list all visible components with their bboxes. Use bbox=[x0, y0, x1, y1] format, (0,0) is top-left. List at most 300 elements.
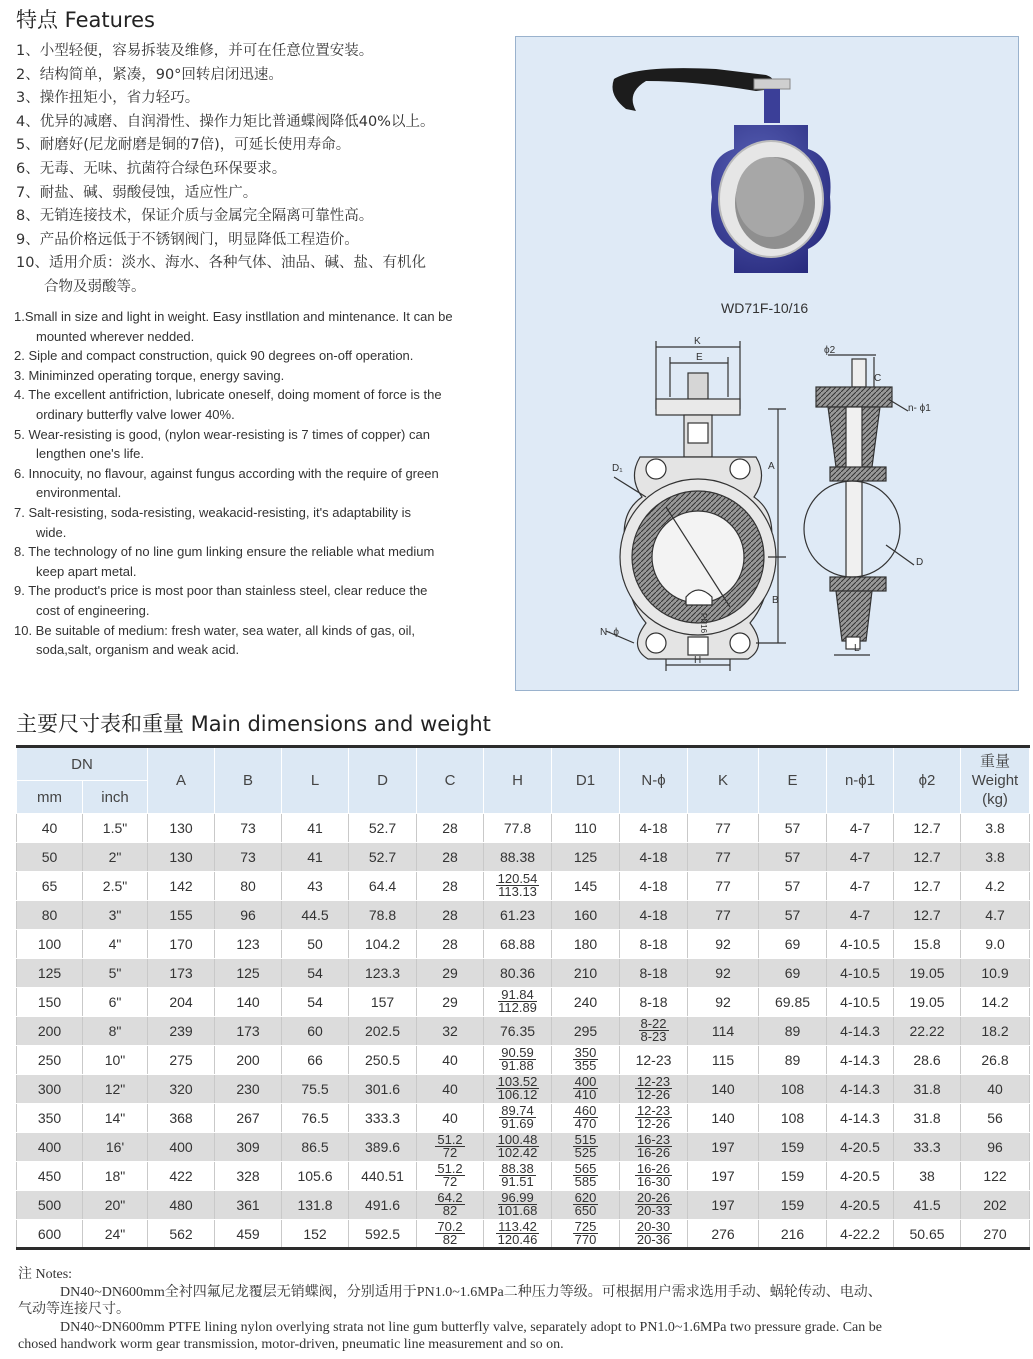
header-d1: D1 bbox=[552, 747, 620, 814]
cell-c: 29 bbox=[417, 988, 484, 1017]
cell-n: 4-18 bbox=[620, 872, 688, 901]
cell-d: 52.7 bbox=[349, 843, 417, 872]
svg-text:H: H bbox=[694, 655, 702, 666]
cell-inch: 5" bbox=[83, 959, 148, 988]
cell-inch: 20" bbox=[83, 1191, 148, 1220]
cell-n1: 4-7 bbox=[827, 901, 894, 930]
svg-text:B: B bbox=[772, 595, 779, 606]
feature-cn-item: 4、优异的减磨、自润滑性、操作力矩比普通蝶阀降低40%以上。 bbox=[16, 113, 435, 130]
cell-d1: $\frac{350}{355}$ bbox=[552, 1046, 620, 1075]
cell-h: 80.36 bbox=[484, 959, 552, 988]
cell-n: $\frac{20-30}{20-36}$ bbox=[620, 1220, 688, 1249]
cell-a: 368 bbox=[148, 1104, 215, 1133]
feature-en-line-cont: mounted wherever nedded. bbox=[36, 328, 195, 344]
cell-p2: 12.7 bbox=[894, 814, 961, 843]
svg-text:PN16: PN16 bbox=[699, 613, 708, 634]
feature-en-line-cont: lengthen one's life. bbox=[36, 446, 145, 462]
feature-en-line: 7. Salt-resisting, soda-resisting, weakacid-resisting, it's adaptability is bbox=[14, 504, 411, 520]
cell-e: 69.85 bbox=[759, 988, 827, 1017]
cell-mm: 400 bbox=[17, 1133, 83, 1162]
cell-c: $\frac{64.2}{82}$ bbox=[417, 1191, 484, 1220]
cell-w: 3.8 bbox=[961, 843, 1030, 872]
cell-d: 301.6 bbox=[349, 1075, 417, 1104]
cell-w: 4.7 bbox=[961, 901, 1030, 930]
feature-cn-item: 10、适用介质：淡水、海水、各种气体、油品、碱、盐、有机化 bbox=[16, 255, 426, 272]
table-row bbox=[17, 1162, 1030, 1191]
feature-en-line: 1.Small in size and light in weight. Easy instllation and mintenance. It can be bbox=[14, 309, 453, 324]
cell-l: 105.6 bbox=[282, 1162, 349, 1191]
feature-en-item bbox=[14, 425, 502, 464]
cell-k: 77 bbox=[688, 843, 759, 872]
feature-cn-item: 7、耐盐、碱、弱酸侵蚀，适应性广。 bbox=[16, 184, 258, 201]
cell-w: 96 bbox=[961, 1133, 1030, 1162]
cell-b: 230 bbox=[215, 1075, 282, 1104]
cell-h: 88.38 bbox=[484, 843, 552, 872]
header-n-phi: N-ϕ bbox=[620, 747, 688, 814]
cell-mm: 150 bbox=[17, 988, 83, 1017]
cell-p2: 12.7 bbox=[894, 872, 961, 901]
cell-k: 92 bbox=[688, 930, 759, 959]
cell-e: 108 bbox=[759, 1075, 827, 1104]
table-row bbox=[17, 814, 1030, 843]
cell-h: $\frac{90.59}{91.88}$ bbox=[484, 1046, 552, 1075]
cell-inch: 10" bbox=[83, 1046, 148, 1075]
header-mm: mm bbox=[17, 781, 83, 814]
svg-text:L: L bbox=[854, 643, 860, 654]
cell-d: 157 bbox=[349, 988, 417, 1017]
cell-l: 54 bbox=[282, 959, 349, 988]
cell-mm: 500 bbox=[17, 1191, 83, 1220]
cell-n1: 4-14.3 bbox=[827, 1046, 894, 1075]
cell-b: 73 bbox=[215, 843, 282, 872]
cell-b: 328 bbox=[215, 1162, 282, 1191]
cell-n: 4-18 bbox=[620, 901, 688, 930]
notes-en: DN40~DN600mm PTFE lining nylon overlying strata not line gum butterfly valve, separately adopt to PN1.0~1.6MPa two pressure grade. Can be bbox=[60, 1319, 882, 1335]
cell-inch: 18" bbox=[83, 1162, 148, 1191]
cell-n: 8-18 bbox=[620, 988, 688, 1017]
header-d: D bbox=[349, 747, 417, 814]
cell-mm: 80 bbox=[17, 901, 83, 930]
cell-w: 18.2 bbox=[961, 1017, 1030, 1046]
cell-l: 41 bbox=[282, 814, 349, 843]
cell-inch: 6" bbox=[83, 988, 148, 1017]
cell-w: 9.0 bbox=[961, 930, 1030, 959]
side-view-drawing bbox=[804, 355, 914, 655]
cell-l: 76.5 bbox=[282, 1104, 349, 1133]
cell-a: 422 bbox=[148, 1162, 215, 1191]
cell-d1: 110 bbox=[552, 814, 620, 843]
cell-d: 78.8 bbox=[349, 901, 417, 930]
cell-e: 57 bbox=[759, 901, 827, 930]
cell-n1: 4-10.5 bbox=[827, 988, 894, 1017]
cell-p2: 28.6 bbox=[894, 1046, 961, 1075]
cell-c: 40 bbox=[417, 1104, 484, 1133]
cell-n1: 4-7 bbox=[827, 814, 894, 843]
cell-n1: 4-20.5 bbox=[827, 1191, 894, 1220]
cell-l: 44.5 bbox=[282, 901, 349, 930]
cell-mm: 40 bbox=[17, 814, 83, 843]
cell-b: 309 bbox=[215, 1133, 282, 1162]
cell-p2: 12.7 bbox=[894, 843, 961, 872]
cell-e: 159 bbox=[759, 1191, 827, 1220]
feature-en-item bbox=[14, 346, 502, 366]
cell-h: $\frac{96.99}{101.68}$ bbox=[484, 1191, 552, 1220]
cell-e: 159 bbox=[759, 1162, 827, 1191]
notes-label: 注 Notes: bbox=[18, 1267, 73, 1282]
cell-n1: 4-7 bbox=[827, 872, 894, 901]
feature-cn-item: 9、产品价格远低于不锈钢阀门，明显降低工程造价。 bbox=[16, 231, 359, 248]
cell-c: 40 bbox=[417, 1046, 484, 1075]
cell-d: 123.3 bbox=[349, 959, 417, 988]
cell-h: 77.8 bbox=[484, 814, 552, 843]
cell-l: 75.5 bbox=[282, 1075, 349, 1104]
cell-e: 57 bbox=[759, 872, 827, 901]
notes-cn-rest: 气动等连接尺寸。 bbox=[18, 1302, 130, 1317]
cell-w: 202 bbox=[961, 1191, 1030, 1220]
valve-illustration bbox=[516, 37, 1020, 692]
cell-k: 115 bbox=[688, 1046, 759, 1075]
cell-d: 64.4 bbox=[349, 872, 417, 901]
cell-e: 159 bbox=[759, 1133, 827, 1162]
cell-l: 41 bbox=[282, 843, 349, 872]
cell-d: 440.51 bbox=[349, 1162, 417, 1191]
cell-d1: 125 bbox=[552, 843, 620, 872]
cell-n: $\frac{12-23}{12-26}$ bbox=[620, 1075, 688, 1104]
cell-d1: $\frac{400}{410}$ bbox=[552, 1075, 620, 1104]
cell-a: 275 bbox=[148, 1046, 215, 1075]
feature-en-line-cont: soda,salt, organism and weak acid. bbox=[36, 642, 240, 658]
cell-c: 28 bbox=[417, 814, 484, 843]
cell-n: $\frac{16-26}{16-30}$ bbox=[620, 1162, 688, 1191]
table-row bbox=[17, 1191, 1030, 1220]
cell-n: 4-18 bbox=[620, 843, 688, 872]
cell-h: $\frac{88.38}{91.51}$ bbox=[484, 1162, 552, 1191]
cell-k: 276 bbox=[688, 1220, 759, 1249]
header-a: A bbox=[148, 747, 215, 814]
table-row bbox=[17, 930, 1030, 959]
cell-p2: 38 bbox=[894, 1162, 961, 1191]
cell-k: 77 bbox=[688, 814, 759, 843]
feature-en-line: 10. Be suitable of medium: fresh water, sea water, all kinds of gas, oil, bbox=[14, 622, 416, 638]
table-row bbox=[17, 988, 1030, 1017]
cell-c: 28 bbox=[417, 843, 484, 872]
cell-k: 140 bbox=[688, 1104, 759, 1133]
cell-c: $\frac{51.2}{72}$ bbox=[417, 1162, 484, 1191]
table-row bbox=[17, 1220, 1030, 1249]
cell-inch: 3" bbox=[83, 901, 148, 930]
cell-k: 92 bbox=[688, 988, 759, 1017]
cell-mm: 450 bbox=[17, 1162, 83, 1191]
cell-k: 92 bbox=[688, 959, 759, 988]
cell-inch: 2.5" bbox=[83, 872, 148, 901]
cell-n1: 4-10.5 bbox=[827, 959, 894, 988]
cell-b: 173 bbox=[215, 1017, 282, 1046]
cell-inch: 8" bbox=[83, 1017, 148, 1046]
cell-n: 12-23 bbox=[620, 1046, 688, 1075]
feature-en-line-cont: keep apart metal. bbox=[36, 563, 137, 579]
header-inch: inch bbox=[83, 781, 148, 814]
cell-n: $\frac{12-23}{12-26}$ bbox=[620, 1104, 688, 1133]
cell-w: 14.2 bbox=[961, 988, 1030, 1017]
cell-k: 197 bbox=[688, 1162, 759, 1191]
cell-p2: 50.65 bbox=[894, 1220, 961, 1249]
cell-h: $\frac{100.48}{102.42}$ bbox=[484, 1133, 552, 1162]
feature-en-item bbox=[14, 464, 502, 503]
svg-text:E: E bbox=[696, 352, 703, 363]
cell-d1: $\frac{725}{770}$ bbox=[552, 1220, 620, 1249]
table-row bbox=[17, 1133, 1030, 1162]
cell-w: 56 bbox=[961, 1104, 1030, 1133]
header-phi2: ϕ2 bbox=[894, 747, 961, 814]
svg-text:N- ϕ: N- ϕ bbox=[600, 627, 619, 638]
cell-n1: 4-22.2 bbox=[827, 1220, 894, 1249]
feature-en-item bbox=[14, 621, 502, 660]
header-e: E bbox=[759, 747, 827, 814]
cell-d1: 145 bbox=[552, 872, 620, 901]
cell-p2: 31.8 bbox=[894, 1075, 961, 1104]
cell-b: 200 bbox=[215, 1046, 282, 1075]
cell-w: 40 bbox=[961, 1075, 1030, 1104]
cell-p2: 19.05 bbox=[894, 988, 961, 1017]
feature-cn-item-cont: 合物及弱酸等。 bbox=[44, 278, 146, 295]
cell-n1: 4-14.3 bbox=[827, 1075, 894, 1104]
feature-en-item bbox=[14, 503, 502, 542]
svg-text:C: C bbox=[874, 373, 882, 384]
cell-l: 131.8 bbox=[282, 1191, 349, 1220]
cell-c: 28 bbox=[417, 872, 484, 901]
notes bbox=[18, 1266, 1030, 1354]
cell-a: 320 bbox=[148, 1075, 215, 1104]
cell-h: $\frac{89.74}{91.69}$ bbox=[484, 1104, 552, 1133]
cell-c: 28 bbox=[417, 930, 484, 959]
cell-d: 389.6 bbox=[349, 1133, 417, 1162]
table-row bbox=[17, 1075, 1030, 1104]
notes-en-rest: chosed handwork worm gear transmission, motor-driven, pneumatic line measurement and so on. bbox=[18, 1337, 564, 1352]
features-title: 特点 Features bbox=[16, 8, 155, 32]
table-row bbox=[17, 1046, 1030, 1075]
svg-text:K: K bbox=[694, 336, 701, 347]
table-row bbox=[17, 1017, 1030, 1046]
valve-photo bbox=[613, 68, 831, 273]
cell-h: $\frac{103.52}{106.12}$ bbox=[484, 1075, 552, 1104]
cell-l: 60 bbox=[282, 1017, 349, 1046]
cell-n: $\frac{16-23}{16-26}$ bbox=[620, 1133, 688, 1162]
cell-e: 57 bbox=[759, 814, 827, 843]
cell-a: 173 bbox=[148, 959, 215, 988]
cell-e: 57 bbox=[759, 843, 827, 872]
feature-en-line-cont: ordinary butterfly valve lower 40%. bbox=[36, 406, 235, 422]
cell-l: 43 bbox=[282, 872, 349, 901]
header-n-phi1: n-ϕ1 bbox=[827, 747, 894, 814]
cell-mm: 300 bbox=[17, 1075, 83, 1104]
features-en-list bbox=[14, 307, 502, 660]
valve-drawing-panel bbox=[515, 36, 1019, 691]
cell-d1: 210 bbox=[552, 959, 620, 988]
cell-n: $\frac{20-26}{20-33}$ bbox=[620, 1191, 688, 1220]
cell-n1: 4-7 bbox=[827, 843, 894, 872]
cell-c: 29 bbox=[417, 959, 484, 988]
cell-p2: 22.22 bbox=[894, 1017, 961, 1046]
cell-inch: 12" bbox=[83, 1075, 148, 1104]
svg-text:n- ϕ1: n- ϕ1 bbox=[908, 403, 931, 414]
cell-d1: $\frac{460}{470}$ bbox=[552, 1104, 620, 1133]
cell-k: 197 bbox=[688, 1191, 759, 1220]
cell-e: 216 bbox=[759, 1220, 827, 1249]
feature-en-line-cont: wide. bbox=[36, 524, 67, 540]
cell-k: 77 bbox=[688, 872, 759, 901]
feature-en-line: 6. Innocuity, no flavour, against fungus according with the require of green bbox=[14, 465, 439, 481]
cell-b: 96 bbox=[215, 901, 282, 930]
table-row bbox=[17, 1104, 1030, 1133]
cell-l: 86.5 bbox=[282, 1133, 349, 1162]
feature-cn-item: 6、无毒、无味、抗菌符合绿色环保要求。 bbox=[16, 160, 287, 177]
cell-n: 4-18 bbox=[620, 814, 688, 843]
cell-d: 592.5 bbox=[349, 1220, 417, 1249]
cell-l: 54 bbox=[282, 988, 349, 1017]
cell-inch: 14" bbox=[83, 1104, 148, 1133]
feature-cn-item: 1、小型轻便，容易拆装及维修，并可在任意位置安装。 bbox=[16, 43, 374, 59]
cell-b: 80 bbox=[215, 872, 282, 901]
cell-inch: 2" bbox=[83, 843, 148, 872]
cell-w: 4.2 bbox=[961, 872, 1030, 901]
feature-cn-item: 8、无销连接技术，保证介质与金属完全隔离可靠性高。 bbox=[16, 208, 374, 225]
cell-d1: 295 bbox=[552, 1017, 620, 1046]
cell-a: 170 bbox=[148, 930, 215, 959]
cell-c: $\frac{51.2}{72}$ bbox=[417, 1133, 484, 1162]
cell-a: 155 bbox=[148, 901, 215, 930]
cell-p2: 12.7 bbox=[894, 901, 961, 930]
cell-a: 142 bbox=[148, 872, 215, 901]
cell-d1: $\frac{565}{585}$ bbox=[552, 1162, 620, 1191]
table-row bbox=[17, 843, 1030, 872]
cell-n1: 4-20.5 bbox=[827, 1133, 894, 1162]
cell-inch: 16' bbox=[83, 1133, 148, 1162]
feature-en-line: 8. The technology of no line gum linking ensure the reliable what medium bbox=[14, 544, 435, 560]
cell-d: 333.3 bbox=[349, 1104, 417, 1133]
cell-d: 52.7 bbox=[349, 814, 417, 843]
dimensions-table-body bbox=[17, 814, 1030, 1249]
feature-en-line-cont: environmental. bbox=[36, 485, 122, 501]
cell-n: 8-18 bbox=[620, 959, 688, 988]
cell-k: 77 bbox=[688, 901, 759, 930]
header-k: K bbox=[688, 747, 759, 814]
header-h: H bbox=[484, 747, 552, 814]
cell-d1: 160 bbox=[552, 901, 620, 930]
cell-h: 68.88 bbox=[484, 930, 552, 959]
feature-en-item bbox=[14, 366, 502, 386]
cell-n1: 4-10.5 bbox=[827, 930, 894, 959]
cell-mm: 350 bbox=[17, 1104, 83, 1133]
feature-cn-item: 2、结构简单，紧凑，90°回转启闭迅速。 bbox=[16, 66, 283, 83]
cell-w: 270 bbox=[961, 1220, 1030, 1249]
cell-e: 69 bbox=[759, 930, 827, 959]
cell-k: 197 bbox=[688, 1133, 759, 1162]
cell-a: 400 bbox=[148, 1133, 215, 1162]
feature-en-line: 4. The excellent antifriction, lubricate oneself, doing moment of force is the bbox=[14, 387, 442, 403]
feature-cn-item: 5、耐磨好(尼龙耐磨是铜的7倍)，可延长使用寿命。 bbox=[16, 137, 351, 154]
header-l: L bbox=[282, 747, 349, 814]
cell-h: $\frac{113.42}{120.46}$ bbox=[484, 1220, 552, 1249]
cell-h: 76.35 bbox=[484, 1017, 552, 1046]
feature-cn-item: 3、操作扭矩小，省力轻巧。 bbox=[16, 90, 200, 107]
header-weight: 重量 Weight (kg) bbox=[961, 747, 1030, 814]
cell-n1: 4-14.3 bbox=[827, 1104, 894, 1133]
cell-b: 123 bbox=[215, 930, 282, 959]
svg-text:ϕ2: ϕ2 bbox=[824, 345, 836, 356]
feature-en-item bbox=[14, 307, 502, 346]
cell-mm: 250 bbox=[17, 1046, 83, 1075]
cell-c: $\frac{70.2}{82}$ bbox=[417, 1220, 484, 1249]
cell-d: 250.5 bbox=[349, 1046, 417, 1075]
cell-inch: 24" bbox=[83, 1220, 148, 1249]
feature-en-line: 3. Miniminzed operating torque, energy saving. bbox=[14, 367, 285, 383]
cell-d1: $\frac{515}{525}$ bbox=[552, 1133, 620, 1162]
table-row bbox=[17, 872, 1030, 901]
cell-a: 480 bbox=[148, 1191, 215, 1220]
feature-en-item bbox=[14, 542, 502, 581]
cell-inch: 1.5" bbox=[83, 814, 148, 843]
cell-l: 152 bbox=[282, 1220, 349, 1249]
dimensions-table bbox=[16, 745, 1030, 1250]
cell-c: 28 bbox=[417, 901, 484, 930]
cell-p2: 15.8 bbox=[894, 930, 961, 959]
header-dn: DN bbox=[17, 747, 148, 781]
cell-c: 40 bbox=[417, 1075, 484, 1104]
feature-en-line-cont: cost of engineering. bbox=[36, 602, 150, 618]
cell-a: 562 bbox=[148, 1220, 215, 1249]
table-row bbox=[17, 959, 1030, 988]
cell-b: 140 bbox=[215, 988, 282, 1017]
cell-e: 108 bbox=[759, 1104, 827, 1133]
feature-en-line: 9. The product's price is most poor than stainless steel, clear reduce the bbox=[14, 583, 428, 599]
cell-e: 89 bbox=[759, 1017, 827, 1046]
cell-p2: 19.05 bbox=[894, 959, 961, 988]
cell-d1: 240 bbox=[552, 988, 620, 1017]
cell-mm: 50 bbox=[17, 843, 83, 872]
valve-model-label: WD71F-10/16 bbox=[721, 300, 809, 316]
cell-b: 125 bbox=[215, 959, 282, 988]
cell-n1: 4-14.3 bbox=[827, 1017, 894, 1046]
cell-a: 204 bbox=[148, 988, 215, 1017]
feature-en-line: 5. Wear-resisting is good, (nylon wear-resisting is 7 times of copper) can bbox=[14, 426, 430, 442]
svg-text:A: A bbox=[768, 461, 775, 472]
svg-text:D: D bbox=[916, 557, 924, 568]
cell-b: 267 bbox=[215, 1104, 282, 1133]
cell-w: 3.8 bbox=[961, 814, 1030, 843]
cell-h: $\frac{120.54}{113.13}$ bbox=[484, 872, 552, 901]
cell-d1: 180 bbox=[552, 930, 620, 959]
front-view-drawing bbox=[606, 341, 786, 671]
features-cn-list bbox=[16, 40, 511, 300]
cell-p2: 31.8 bbox=[894, 1104, 961, 1133]
feature-en-item bbox=[14, 385, 502, 424]
cell-l: 66 bbox=[282, 1046, 349, 1075]
cell-a: 130 bbox=[148, 814, 215, 843]
cell-b: 73 bbox=[215, 814, 282, 843]
cell-mm: 100 bbox=[17, 930, 83, 959]
cell-mm: 200 bbox=[17, 1017, 83, 1046]
cell-e: 69 bbox=[759, 959, 827, 988]
cell-l: 50 bbox=[282, 930, 349, 959]
cell-a: 239 bbox=[148, 1017, 215, 1046]
table-row bbox=[17, 901, 1030, 930]
cell-d1: $\frac{620}{650}$ bbox=[552, 1191, 620, 1220]
notes-cn: DN40~DN600mm全衬四氟尼龙覆层无销蝶阀，分别适用于PN1.0~1.6MPa二种压力等级。可根据用户需求选用手动、蜗轮传动、电动、 bbox=[60, 1284, 882, 1300]
cell-n: $\frac{8-22}{8-23}$ bbox=[620, 1017, 688, 1046]
cell-w: 122 bbox=[961, 1162, 1030, 1191]
cell-a: 130 bbox=[148, 843, 215, 872]
cell-h: $\frac{91.84}{112.89}$ bbox=[484, 988, 552, 1017]
